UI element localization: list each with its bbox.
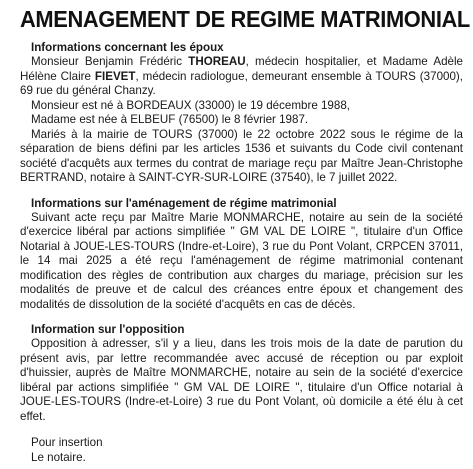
- section-spouses: [20, 40, 463, 186]
- section-heading-spouses: Informations concernant les époux: [31, 41, 224, 54]
- opposition-paragraph: Opposition à adresser, s'il y a lieu, dans les trois mois de la date de parution du présent avis, par lettre recommandée avec accusé de réception ou par exploit d'huissier, auprès de Maître MONMARCHE, notaire au sein de la société d'exercice libéral par actions simplifiée " GM VAL DE LOIRE ", titulaire d'un Office notarial à JOUE-LES-TOURS (Indre-et-Loire) 3 rue du Pont Volant, où domicile a été élu à cet effet.: [20, 337, 463, 423]
- notice-title: AMENAGEMENT DE REGIME MATRIMONIAL: [20, 6, 470, 32]
- wife-birth-paragraph: Madame est née à ELBEUF (76500) le 8 février 1987.: [31, 113, 309, 126]
- signoff-insertion: Pour insertion: [31, 436, 103, 449]
- spouses-text-b: , médecin hospitalier, et Madame Adèle Hélène Claire: [20, 55, 464, 83]
- wife-surname: FIEVET: [94, 69, 136, 83]
- husband-surname: THOREAU: [188, 55, 246, 68]
- marriage-paragraph: Mariés à la mairie de TOURS (37000) le 22 octobre 2022 sous le régime de la séparation de biens défini par les articles 1536 et suivants du Code civil contenant société d'acquêts aux termes du contrat de mariage reçu par Maître Jean-Christophe BERTRAND, notaire à SAINT-CYR-SUR-LOIRE (37540), le 7 juillet 2022.: [20, 127, 463, 184]
- arrangement-paragraph: Suivant acte reçu par Maître Marie MONMARCHE, notaire au sein de la société d'exercice libéral par actions simplifiée " GM VAL DE LOIRE ", titulaire d'un Office Notarial à JOUE-LES-TOURS (Indre-et-Loire), 3 rue du Pont Volant, CRPCEN 37011, le 14 mai 2025 a été reçu l'aménagement de régime matrimonial contenant modification des règles de contribution aux charges du mariage, précision sur les modalités de preuve et de calcul des créances entre époux et changement des modalités de dissolution de la société d'acquêts en cas de décès.: [20, 210, 463, 311]
- signoff: [20, 436, 463, 465]
- section-heading-opposition: Information sur l'opposition: [31, 323, 185, 336]
- section-heading-arrangement: Informations sur l'aménagement de régime matrimonial: [31, 196, 337, 210]
- spouses-text-c: , médecin radiologue, demeurant ensemble à TOURS (37000), 69 rue du général Chanzy.: [20, 69, 463, 97]
- signoff-notary: Le notaire.: [31, 450, 86, 464]
- husband-birth-paragraph: Monsieur est né à BORDEAUX (33000) le 19 décembre 1988,: [31, 98, 350, 112]
- spouses-text-a: Monsieur Benjamin Frédéric: [31, 55, 189, 68]
- section-opposition: [20, 322, 463, 424]
- spouses-identity-paragraph: [20, 55, 463, 99]
- section-arrangement: [20, 196, 463, 313]
